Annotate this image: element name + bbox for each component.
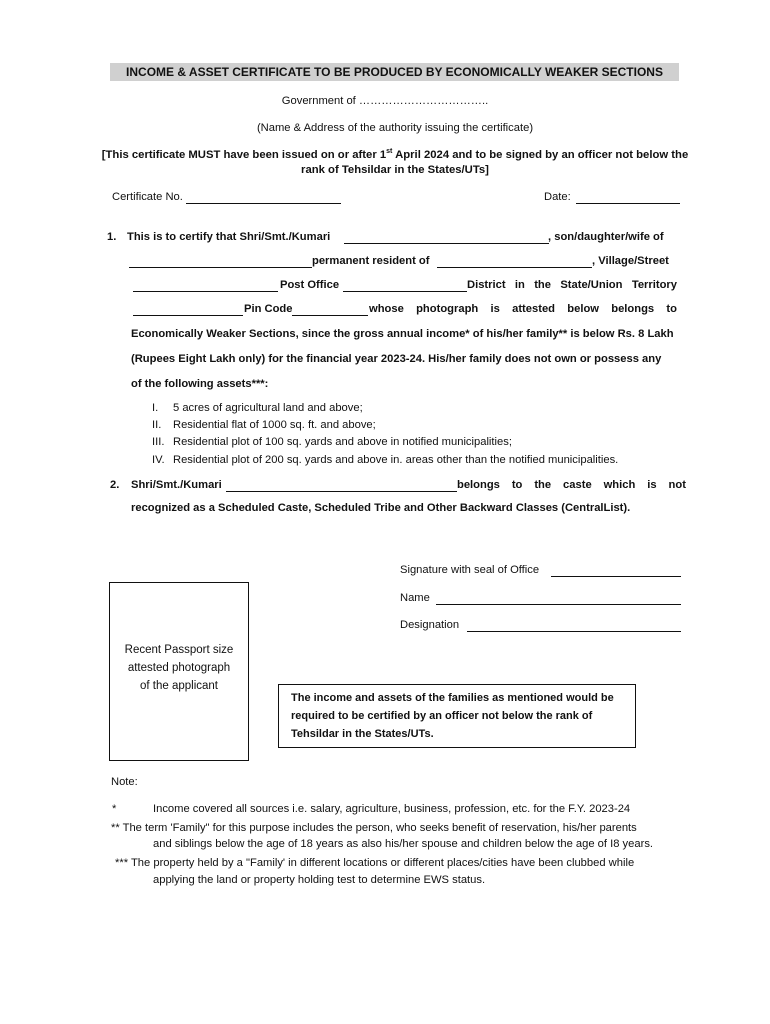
clause-1-line-5: Economically Weaker Sections, since the gross annual income* of his/her family** is below Rs. 8 Lakh bbox=[131, 328, 674, 340]
permanent-resident-label: permanent resident of bbox=[312, 255, 430, 267]
clause-1-line-6: (Rupees Eight Lakh only) for the financial year 2023-24. His/her family does not own or possess any bbox=[131, 353, 662, 365]
asset-item: Residential plot of 200 sq. yards and above in. areas other than the notified municipalities. bbox=[173, 454, 619, 466]
notice-line-1: The income and assets of the families as mentioned would be bbox=[291, 692, 614, 704]
district-label: District in the State/Union Territory bbox=[467, 279, 677, 291]
son-daughter-label: , son/daughter/wife of bbox=[548, 231, 664, 243]
whose-photograph-label: whose photograph is attested below belongs to bbox=[369, 303, 677, 315]
certification-notice-box bbox=[278, 684, 636, 748]
pin-code-field[interactable] bbox=[292, 315, 368, 316]
post-office-label: Post Office bbox=[280, 279, 340, 291]
asset-item: Residential flat of 1000 sq. ft. and above; bbox=[173, 419, 376, 431]
clause-1-line-7: of the following assets***: bbox=[131, 378, 269, 390]
photo-box-line-1: Recent Passport size bbox=[124, 644, 234, 656]
note-2-line-2: and siblings below the age of 18 years as also his/her spouse and children below the age of I8 years. bbox=[153, 838, 654, 850]
photo-box-line-3: of the applicant bbox=[139, 680, 218, 692]
residence-field[interactable] bbox=[437, 267, 592, 268]
asset-number: IV. bbox=[152, 454, 165, 466]
village-street-field[interactable] bbox=[133, 291, 278, 292]
pin-code-label: Pin Code bbox=[244, 303, 293, 315]
designation-label: Designation bbox=[400, 619, 460, 631]
post-office-field[interactable] bbox=[343, 291, 467, 292]
clause-2-intro: Shri/Smt./Kumari bbox=[131, 479, 222, 491]
date-field[interactable] bbox=[576, 203, 680, 204]
certificate-no-field[interactable] bbox=[186, 203, 341, 204]
asset-number: I. bbox=[152, 402, 159, 414]
notice-line-2: required to be certified by an officer not below the rank of bbox=[291, 710, 593, 722]
note-1-mark: * bbox=[112, 803, 117, 815]
note-label: Note: bbox=[111, 776, 138, 788]
instruction-line-1: [This certificate MUST have been issued on or after 1st April 2024 and to be signed by an officer not below the bbox=[101, 148, 689, 161]
certificate-no-label: Certificate No. bbox=[112, 191, 183, 203]
state-ut-field[interactable] bbox=[133, 315, 243, 316]
note-2-line-1: ** The term 'Family" for this purpose includes the person, who seeks benefit of reservation, his/her parents bbox=[111, 822, 637, 834]
parent-spouse-name-field[interactable] bbox=[129, 267, 312, 268]
notice-line-3: Tehsildar in the States/UTs. bbox=[291, 728, 434, 740]
note-1-text: Income covered all sources i.e. salary, agriculture, business, profession, etc. for the F.Y. 2023-24 bbox=[153, 803, 631, 815]
asset-item: 5 acres of agricultural land and above; bbox=[173, 402, 363, 414]
name-field[interactable] bbox=[436, 604, 681, 605]
signature-field[interactable] bbox=[551, 576, 681, 577]
government-of-line: Government of …………………………….. bbox=[281, 95, 489, 107]
clause-2-name-field[interactable] bbox=[226, 491, 457, 492]
village-street-label: , Village/Street bbox=[592, 255, 669, 267]
clause-2-caste-text: belongs to the caste which is not bbox=[457, 479, 686, 491]
signature-seal-label: Signature with seal of Office bbox=[400, 564, 540, 576]
authority-line: (Name & Address of the authority issuing the certificate) bbox=[256, 122, 534, 134]
photo-box-line-2: attested photograph bbox=[127, 662, 231, 674]
applicant-name-field[interactable] bbox=[344, 243, 549, 244]
asset-number: III. bbox=[152, 436, 165, 448]
date-label: Date: bbox=[544, 191, 571, 203]
clause-2-line-2: recognized as a Scheduled Caste, Scheduled Tribe and Other Backward Classes (CentralList). bbox=[131, 502, 631, 514]
note-3-line-1: *** The property held by a "Family' in different locations or different places/cities have been clubbed while bbox=[115, 857, 635, 869]
clause-2-number: 2. bbox=[110, 479, 120, 491]
clause-1-number: 1. bbox=[107, 231, 117, 243]
asset-number: II. bbox=[152, 419, 162, 431]
certificate-heading: INCOME & ASSET CERTIFICATE TO BE PRODUCED BY ECONOMICALLY WEAKER SECTIONS bbox=[110, 63, 679, 81]
name-label: Name bbox=[400, 592, 430, 604]
asset-item: Residential plot of 100 sq. yards and above in notified municipalities; bbox=[173, 436, 512, 448]
designation-field[interactable] bbox=[467, 631, 681, 632]
photograph-box[interactable] bbox=[109, 582, 249, 761]
clause-1-intro: This is to certify that Shri/Smt./Kumari bbox=[127, 231, 331, 243]
instruction-line-2: rank of Tehsildar in the States/UTs] bbox=[301, 164, 489, 176]
note-3-line-2: applying the land or property holding test to determine EWS status. bbox=[153, 874, 486, 886]
